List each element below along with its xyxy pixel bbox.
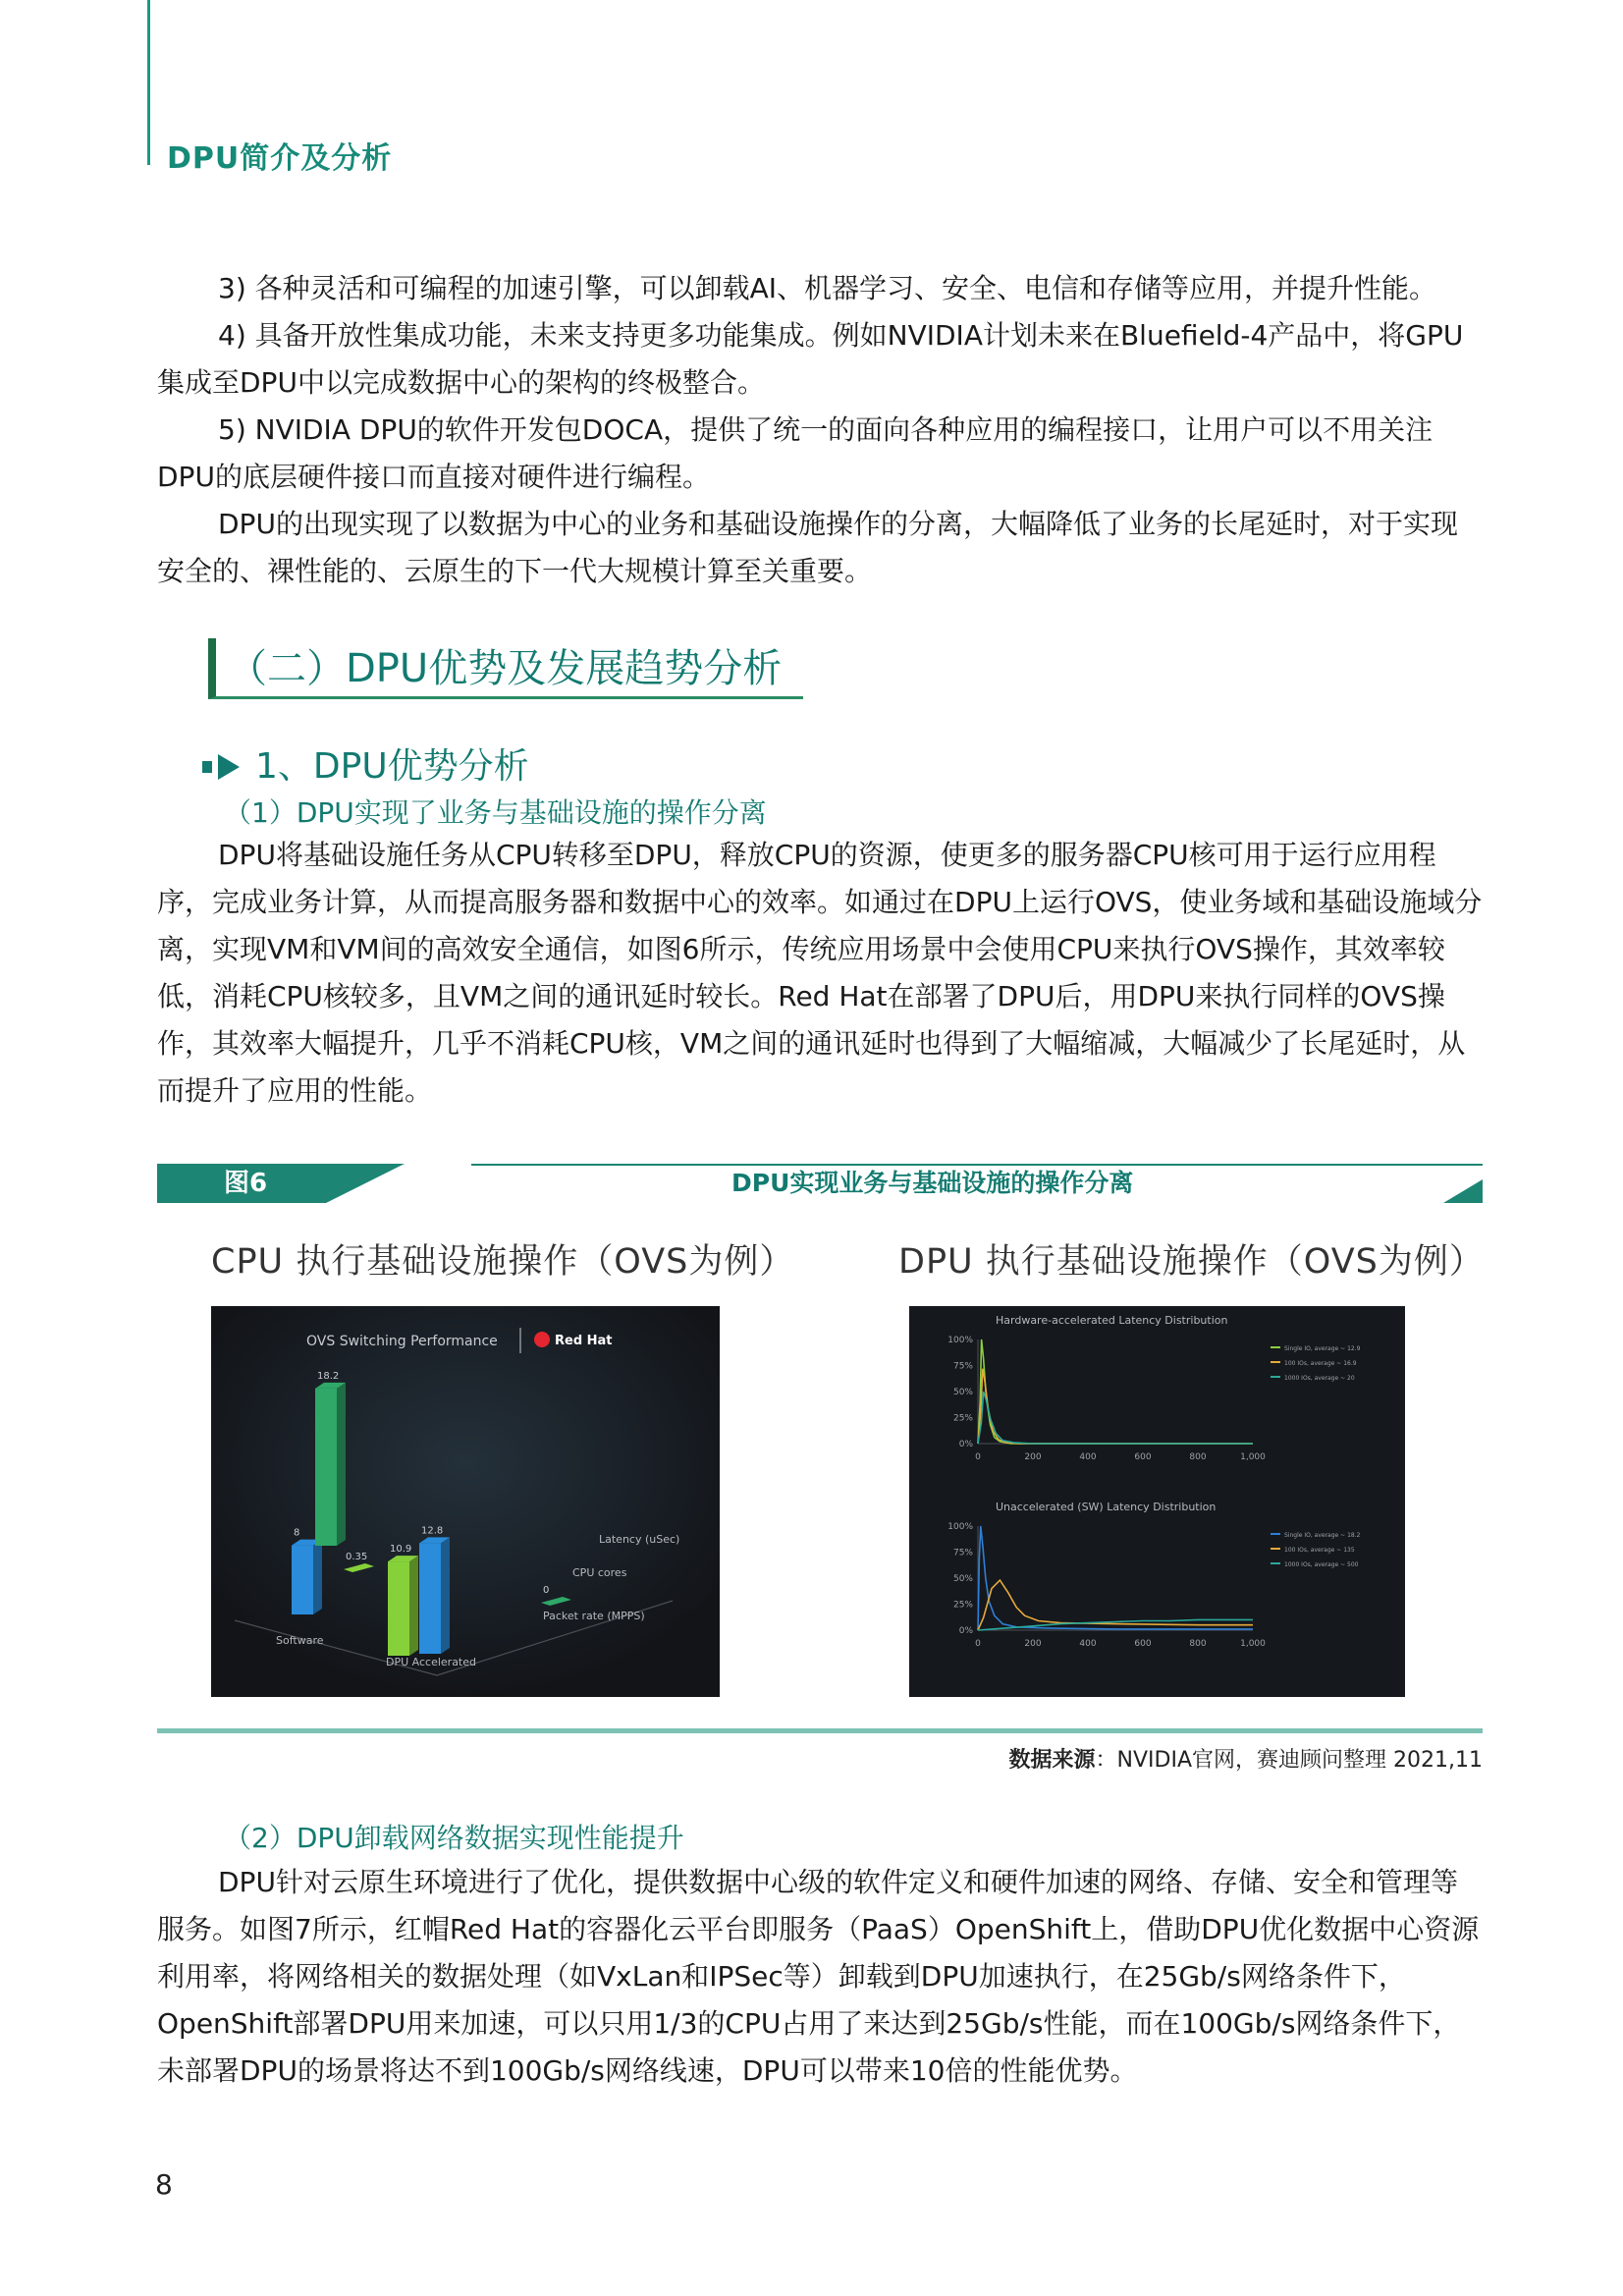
x-tick-label: 1,000 <box>1240 1452 1266 1462</box>
legend-label: 100 IOs, average ~ 16.9 <box>1284 1360 1357 1367</box>
y-tick-label: 0% <box>958 1440 973 1449</box>
y-tick-label: 50% <box>952 1388 973 1397</box>
bar-packet-dpu-side <box>409 1556 418 1656</box>
bar-packet-dpu-front <box>388 1561 409 1656</box>
axis-label-cpu: CPU cores <box>572 1566 627 1579</box>
body-paragraph: DPU针对云原生环境进行了优化，提供数据中心级的软件定义和硬件加速的网络、存储、安全和管理等服务。如图7所示，红帽Red Hat的容器化云平台即服务（PaaS）OpenShift上，借助DPU优化数据中心资源利用率，将网络相关的数据处理（如VxLan和IPSec等）卸载到DPU加速执行，在25Gb/s网络条件下，OpenShift部署DPU用来加速，可以只用1/3的CPU占用了来达到25Gb/s性能，而在100Gb/s网络条件下，未部署DPU的场景将达不到100Gb/s网络线速，DPU可以带来10倍的性能优势。 <box>157 1866 1480 2087</box>
category-software: Software <box>276 1634 324 1647</box>
bar-latency-dpu-front <box>419 1543 441 1654</box>
source-label: 数据来源 <box>1008 1748 1096 1773</box>
axis-label-packet: Packet rate (MPPS) <box>543 1610 645 1622</box>
bar-data-label: 0.35 <box>346 1552 368 1562</box>
page-number: 8 <box>155 2168 173 2201</box>
category-dpu: DPU Accelerated <box>386 1656 476 1668</box>
y-tick-label: 75% <box>952 1548 973 1558</box>
y-tick-label: 75% <box>952 1361 973 1372</box>
figure-corner-mark <box>1443 1179 1483 1203</box>
ovs-bar-chart <box>211 1306 720 1697</box>
bar-data-label: 12.8 <box>421 1525 444 1537</box>
legend-label: 1000 IOs, average ~ 500 <box>1284 1561 1359 1568</box>
x-tick-label: 0 <box>975 1452 981 1462</box>
figure-bottom-rule <box>157 1728 1483 1733</box>
figure-label-slant <box>326 1164 405 1203</box>
bar-cpu-software-front <box>315 1389 337 1546</box>
body-paragraph: DPU将基础设施任务从CPU转移至DPU，释放CPU的资源，使更多的服务器CPU核可用于运行应用程序，完成业务计算，从而提高服务器和数据中心的效率。如通过在DPU上运行OVS，使业务域和基础设施域分离，实现VM和VM间的高效安全通信，如图6所示，传统应用场景中会使用CPU来执行OVS操作，其效率较低，消耗CPU核较多，且VM之间的通讯延时较长。Red Hat在部署了DPU后，用DPU来执行同样的OVS操作，其效率大幅提升，几乎不消耗CPU核，VM之间的通讯延时也得到了大幅缩减，大幅减少了长尾延时，从而提升了应用的性能。 <box>157 839 1483 1107</box>
x-tick-label: 400 <box>1079 1452 1097 1462</box>
legend-label: 100 IOs, average ~ 135 <box>1284 1547 1355 1554</box>
legend-label: Single IO, average ~ 12.9 <box>1284 1345 1361 1352</box>
right-panel-title: DPU 执行基础设施操作（OVS为例） <box>898 1242 1485 1282</box>
section-heading: （二）DPU优势及发展趋势分析 <box>208 638 803 699</box>
x-tick-label: 600 <box>1134 1452 1152 1462</box>
top-accent-rule <box>147 0 150 165</box>
left-panel-title: CPU 执行基础设施操作（OVS为例） <box>211 1242 795 1282</box>
x-tick-label: 600 <box>1134 1639 1152 1649</box>
bar-latency-dpu <box>419 1525 450 1654</box>
play-arrow-icon <box>218 754 240 780</box>
line-chart-title: Unaccelerated (SW) Latency Distribution <box>996 1501 1217 1513</box>
figure-header <box>157 1164 1483 1203</box>
bar-data-label: 8 <box>294 1527 300 1539</box>
bar-data-label: 10.9 <box>390 1544 412 1556</box>
legend-label: Single IO, average ~ 18.2 <box>1284 1532 1361 1539</box>
y-tick-label: 50% <box>952 1574 973 1584</box>
legend-label: 1000 IOs, average ~ 20 <box>1284 1375 1355 1382</box>
x-tick-label: 200 <box>1024 1639 1042 1649</box>
y-tick-label: 100% <box>947 1522 973 1532</box>
line-chart-title: Hardware-accelerated Latency Distribution <box>996 1314 1228 1327</box>
ovs-chart-title: OVS Switching Performance <box>306 1334 498 1349</box>
list-item: 3) 各种灵活和可编程的加速引擎，可以卸载AI、机器学习、安全、电信和存储等应用，并提升性能。 <box>218 272 1437 304</box>
body-paragraph: DPU的出现实现了以数据为中心的业务和基础设施操作的分离，大幅降低了业务的长尾延时，对于实现安全的、裸性能的、云原生的下一代大规模计算至关重要。 <box>157 508 1458 587</box>
figure-source <box>1009 1743 1483 1774</box>
minor-heading-1: （1）DPU实现了业务与基础设施的操作分离 <box>224 796 767 829</box>
latency-line-charts <box>909 1306 1405 1697</box>
minor-heading-2: （2）DPU卸载网络数据实现性能提升 <box>224 1822 684 1854</box>
bar-latency-software-side <box>313 1540 322 1614</box>
x-tick-label: 800 <box>1189 1452 1207 1462</box>
sub-heading-text: 1、DPU优势分析 <box>255 746 529 787</box>
bar-packet-dpu <box>388 1544 418 1656</box>
y-tick-label: 100% <box>947 1336 973 1345</box>
y-tick-label: 25% <box>952 1600 973 1611</box>
x-tick-label: 400 <box>1079 1639 1097 1649</box>
redhat-logo-icon <box>534 1332 550 1347</box>
bar-cpu-software-side <box>337 1383 346 1546</box>
bar-latency-software-front <box>292 1546 313 1614</box>
x-tick-label: 800 <box>1189 1639 1207 1649</box>
bar-data-label: 0 <box>543 1585 550 1596</box>
sub-heading <box>218 738 529 789</box>
ovs-chart-panel <box>211 1306 720 1697</box>
figure-label: 图6 <box>224 1169 268 1198</box>
y-tick-label: 25% <box>952 1413 973 1424</box>
latency-chart-panel <box>909 1306 1405 1697</box>
figure-title: DPU实现业务与基础设施的操作分离 <box>731 1169 1134 1197</box>
y-tick-label: 0% <box>958 1626 973 1636</box>
bar-data-label: 18.2 <box>317 1370 340 1382</box>
source-text: ：NVIDIA官网，赛迪顾问整理 2021,11 <box>1095 1748 1483 1773</box>
bar-latency-dpu-side <box>441 1537 450 1654</box>
x-tick-label: 1,000 <box>1240 1639 1266 1649</box>
bar-cpu-software <box>315 1371 346 1546</box>
list-item: 4) 具备开放性集成功能，未来支持更多功能集成。例如NVIDIA计划未来在Bluefield-4产品中，将GPU集成至DPU中以完成数据中心的架构的终极整合。 <box>157 319 1464 399</box>
x-tick-label: 0 <box>975 1639 981 1649</box>
running-head: DPU简介及分析 <box>167 141 393 176</box>
redhat-brand: Red Hat <box>555 1334 613 1348</box>
list-item: 5) NVIDIA DPU的软件开发包DOCA，提供了统一的面向各种应用的编程接口，让用户可以不用关注DPU的底层硬件接口而直接对硬件进行编程。 <box>157 413 1434 493</box>
x-tick-label: 200 <box>1024 1452 1042 1462</box>
axis-label-latency: Latency (uSec) <box>599 1533 680 1546</box>
